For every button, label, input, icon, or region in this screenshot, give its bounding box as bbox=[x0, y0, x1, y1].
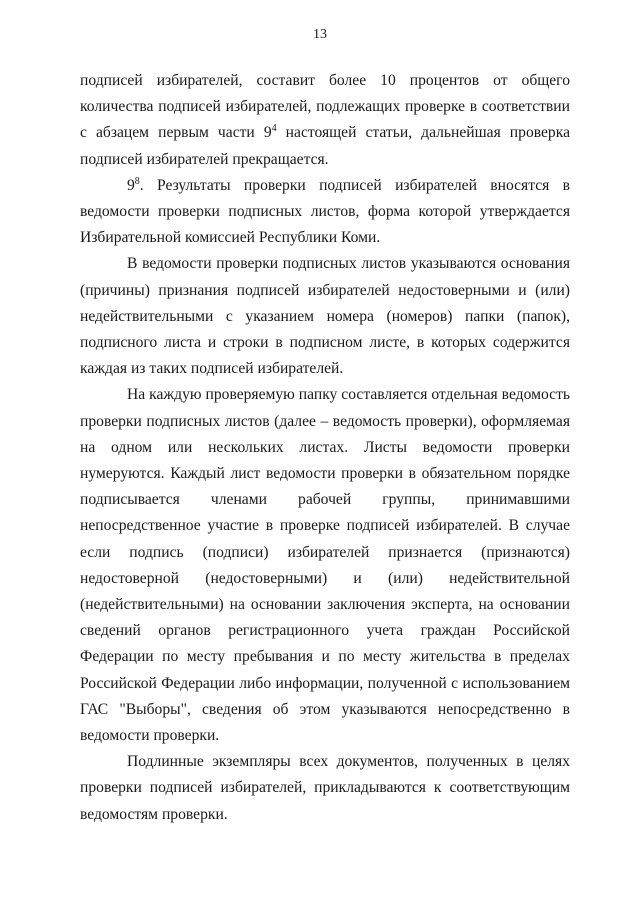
superscript: 4 bbox=[271, 123, 277, 135]
superscript: 8 bbox=[134, 175, 140, 187]
page-number: 13 bbox=[313, 27, 327, 42]
document-body bbox=[80, 68, 570, 828]
paragraph-grounds: В ведомости проверки подписных листов указываются основания (причины) признания подписей избирателей недостоверными и (или) недействительными с указанием номера (номеров) папки (папок), подписного листа и строки в подписном листе, в которых содержится каждая из таких подписей избирателей. bbox=[80, 255, 570, 378]
paragraph-text: подписей избирателей, составит более 10 процентов от общего количества подписей избирателей, подлежащих проверке в соответствии с абзацем первым части 9 bbox=[80, 72, 570, 142]
item-number: 9 bbox=[127, 176, 135, 194]
paragraph-text-tail: . Результаты проверки подписей избирателей вносятся в ведомости проверки подписных листов, форма которой утверждается Избирательной комиссией Республики Коми. bbox=[80, 176, 570, 247]
paragraph-originals: Подлинные экземпляры всех документов, полученных в целях проверки подписей избирателей, прикладываются к соответствующим ведомостям проверки. bbox=[80, 753, 570, 823]
paragraph-folder-sheet: На каждую проверяемую папку составляется отдельная ведомость проверки подписных листов (далее – ведомость проверки), оформляемая на одном или нескольких листах. Листы ведомости проверки нумеруются. Каждый лист ведомости проверки в обязательном порядке подписывается членами рабочей группы, принимавшими непосредственное участие в проверке подписей избирателей. В случае если подпись (подписи) избирателей признается (признаются) недостоверной (недостоверными) и (или) недействительной (недействительными) на основании заключения эксперта, на основании сведений органов регистрационного учета граждан Российской Федерации по месту пребывания и по месту жительства в пределах Российской Федерации либо информации, полученной с использованием ГАС "Выборы", сведения об этом указываются непосредственно в ведомости проверки. bbox=[80, 386, 570, 745]
paragraph-text-tail: настоящей статьи, дальнейшая проверка подписей избирателей прекращается. bbox=[80, 124, 570, 168]
paragraph-continuation bbox=[80, 68, 570, 173]
paragraph-item-9-8 bbox=[80, 173, 570, 252]
